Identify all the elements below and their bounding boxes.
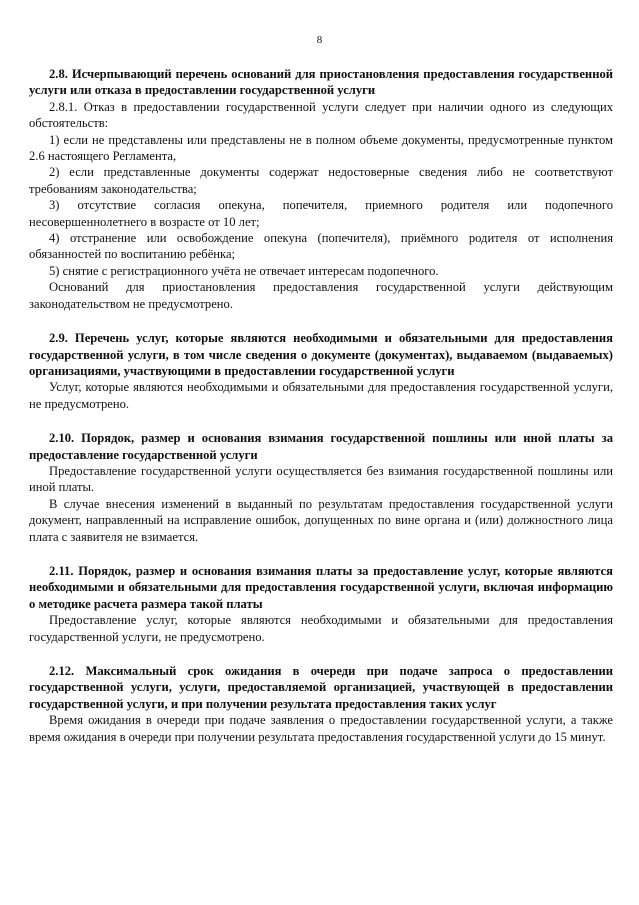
section-2-8 [29,66,613,312]
section-2-10 [29,430,613,545]
section-heading: 2.9. Перечень услуг, которые являются необходимыми и обязательными для предоставления государственной услуги, в том числе сведения о документе (документах), выдаваемом (выдаваемых) организациями, участвующими в предоставлении государственной услуги [29,331,613,378]
page-number: 8 [316,34,323,46]
paragraph: Услуг, которые являются необходимыми и обязательными для предоставления государственной услуги, не предусмотрено. [29,380,613,411]
paragraph: Предоставление услуг, которые являются необходимыми и обязательными для предоставления государственной услуги, не предусмотрено. [29,613,613,644]
section-2-9 [29,330,613,412]
list-item: 1) если не представлены или представлены не в полном объеме документы, предусмотренные пунктом 2.6 настоящего Регламента, [29,132,613,164]
paragraph: 2.8.1. Отказ в предоставлении государственной услуги следует при наличии одного из следующих обстоятельств: [29,99,613,131]
paragraph: Время ожидания в очереди при подаче заявления о предоставлении государственной услуги, а также время ожидания в очереди при получении результата предоставления государственной услуги до 15 минут. [29,713,613,744]
list-item: 5) снятие с регистрационного учёта не отвечает интересам подопечного. [49,263,439,278]
section-gap [29,545,613,563]
section-heading: 2.12. Максимальный срок ожидания в очереди при подаче запроса о предоставлении государственной услуги, услуги, предоставляемой организацией, участвующей в предоставлении государственной услуги, и при получении результата предоставления таких услуг [29,664,613,711]
section-2-12 [29,663,613,745]
paragraph: В случае внесения изменений в выданный по результатам предоставления государственной услуги документ, направленный на исправление ошибок, допущенных по вине органа и (или) должностного лица плата с заявителя не взимается. [29,496,613,544]
paragraph: Оснований для приостановления предоставления государственной услуги действующим законодательством не предусмотрено. [29,280,613,311]
list-item: 4) отстранение или освобождение опекуна (попечителя), приёмного родителя от исполнения обязанностей по воспитанию ребёнка; [29,231,613,262]
list-item: 3) отсутствие согласия опекуна, попечителя, приемного родителя или подопечного несовершеннолетнего в возрасте от 10 лет; [29,198,613,229]
section-gap [29,412,613,430]
section-heading: 2.10. Порядок, размер и основания взимания государственной пошлины или иной платы за предоставление государственной услуги [29,431,613,462]
document-body [29,66,613,745]
paragraph: Предоставление государственной услуги осуществляется без взимания государственной пошлины или иной платы. [29,463,613,495]
list-item: 2) если представленные документы содержат недостоверные сведения либо не соответствуют требованиям законодательства; [29,165,613,196]
section-2-11 [29,563,613,645]
section-heading: 2.11. Порядок, размер и основания взимания платы за предоставление услуг, которые являются необходимыми и обязательными для предоставления государственной услуги, включая информацию о методике расчета размера такой платы [29,563,613,611]
section-gap [29,312,613,330]
section-gap [29,645,613,663]
section-heading: 2.8. Исчерпывающий перечень оснований для приостановления предоставления государственной услуги или отказа в предоставлении государственной услуги [29,67,613,98]
